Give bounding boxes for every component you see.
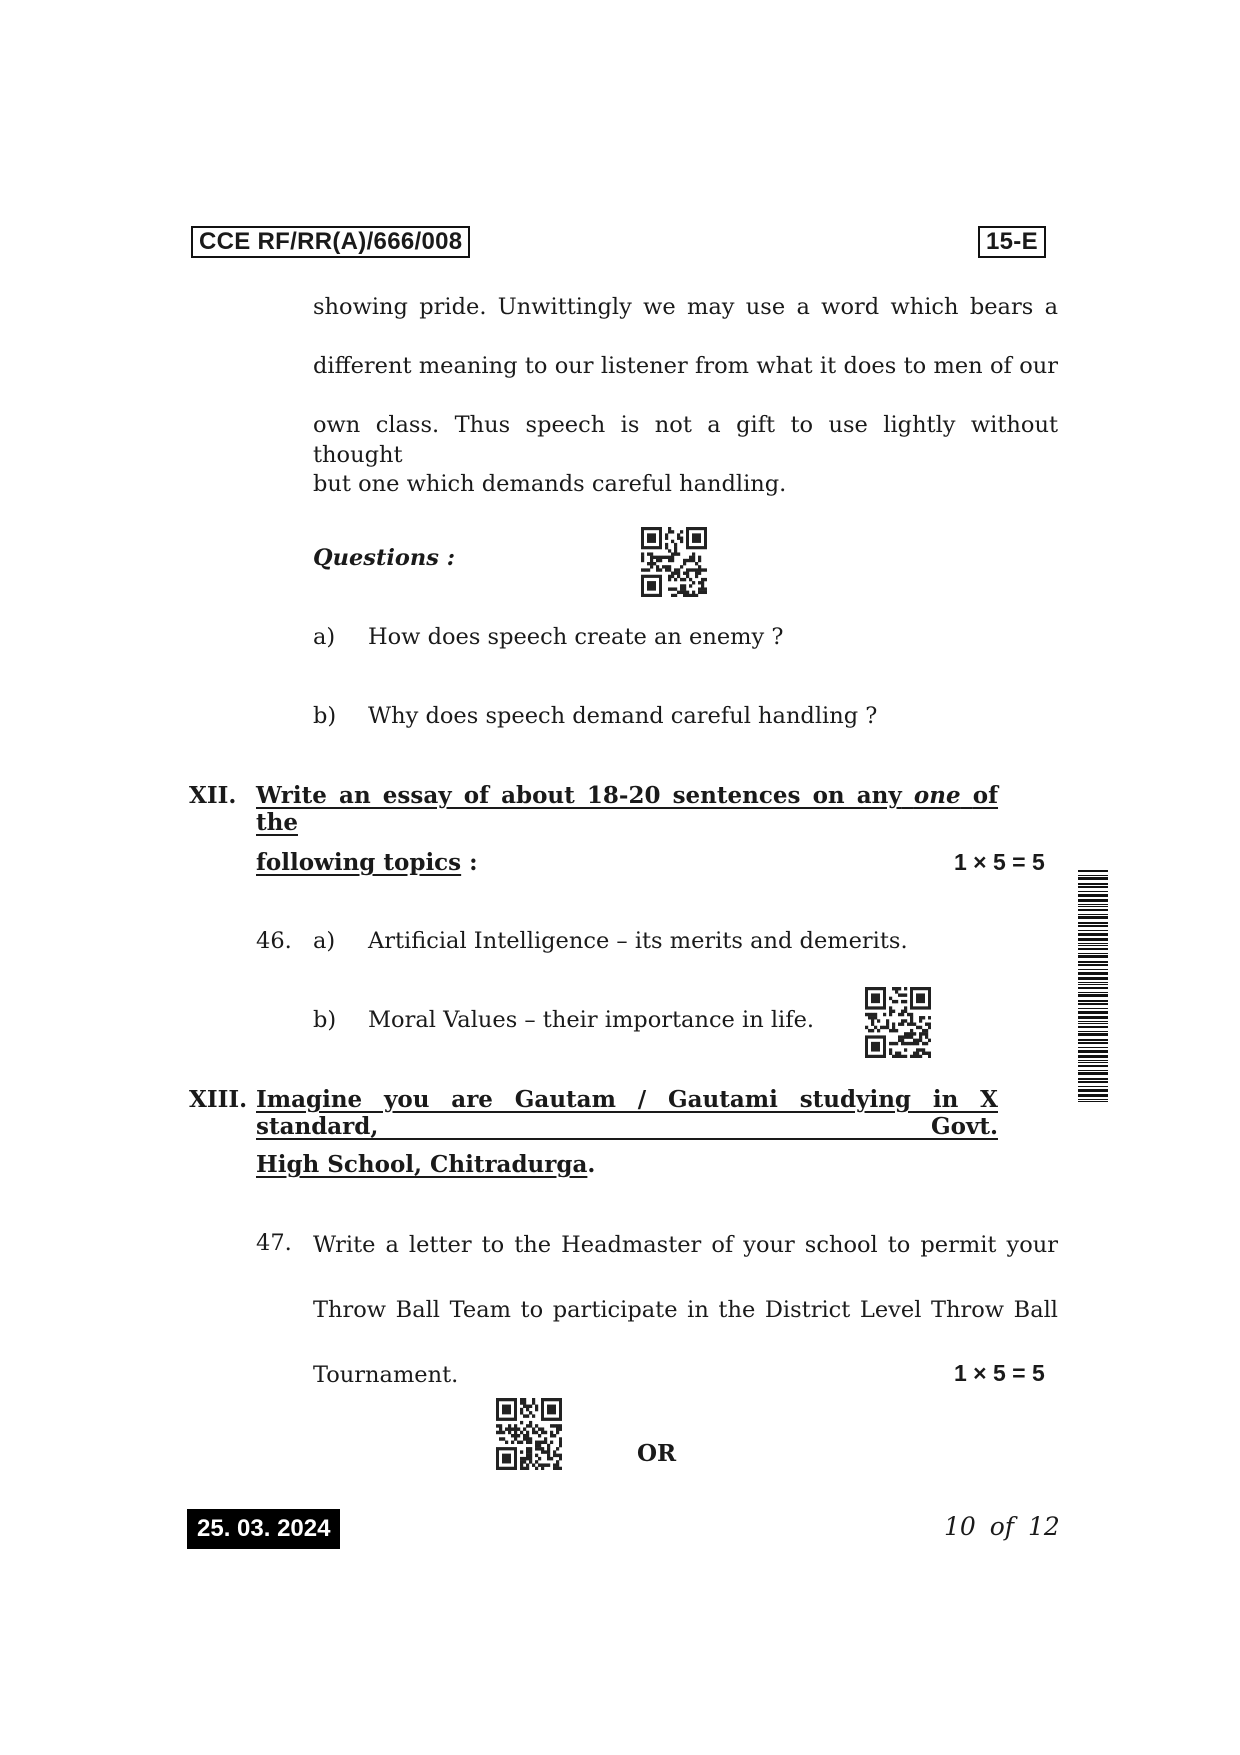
or-separator: OR — [637, 1440, 677, 1467]
question-b-text: Why does speech demand careful handling ? — [368, 703, 878, 729]
section-xiii-heading-line-1: Imagine you are Gautam / Gautami studying in X standard, Govt. — [256, 1086, 998, 1140]
paper-number: 15-E — [978, 226, 1046, 258]
passage-line-1: showing pride. Unwittingly we may use a word which bears a — [313, 294, 1058, 320]
section-xii-number: XII. — [189, 782, 237, 809]
question-47-number: 47. — [256, 1230, 292, 1256]
question-46b-letter: b) — [313, 1007, 337, 1033]
exam-date: 25. 03. 2024 — [187, 1509, 340, 1549]
section-xii-marks: 1 × 5 = 5 — [954, 849, 1045, 875]
passage-line-3: own class. Thus speech is not a gift to use lightly without thought — [313, 412, 1058, 468]
qr-code-icon — [865, 987, 931, 1058]
passage-line-4: but one which demands careful handling. — [313, 471, 787, 497]
passage-line-2: different meaning to our listener from what it does to men of our — [313, 353, 1058, 379]
section-xiii-marks: 1 × 5 = 5 — [954, 1360, 1045, 1386]
paper-code: CCE RF/RR(A)/666/008 — [191, 226, 470, 258]
question-46a-letter: a) — [313, 928, 336, 954]
question-47-line-3: Tournament. — [313, 1362, 459, 1388]
question-46b-text: Moral Values – their importance in life. — [368, 1007, 815, 1033]
section-xiii-heading-line-2: High School, Chitradurga. — [256, 1151, 596, 1178]
barcode-icon — [1078, 870, 1108, 1104]
question-a-letter: a) — [313, 624, 336, 650]
question-46-number: 46. — [256, 928, 292, 954]
question-47-line-1: Write a letter to the Headmaster of your school to permit your — [313, 1232, 1058, 1258]
section-xii-heading-line-1: Write an essay of about 18-20 sentences on any one of the — [256, 782, 999, 836]
question-b-letter: b) — [313, 703, 337, 729]
page-number: 10 of 12 — [944, 1512, 1060, 1541]
section-xiii-number: XIII. — [189, 1086, 248, 1113]
question-47-line-2: Throw Ball Team to participate in the District Level Throw Ball — [313, 1297, 1058, 1323]
question-a-text: How does speech create an enemy ? — [368, 624, 784, 650]
question-46a-text: Artificial Intelligence – its merits and demerits. — [368, 928, 908, 954]
qr-code-icon — [496, 1398, 562, 1470]
section-xii-heading-line-2: following topics : — [256, 849, 478, 876]
qr-code-icon — [641, 527, 707, 597]
questions-label: Questions : — [313, 545, 456, 571]
